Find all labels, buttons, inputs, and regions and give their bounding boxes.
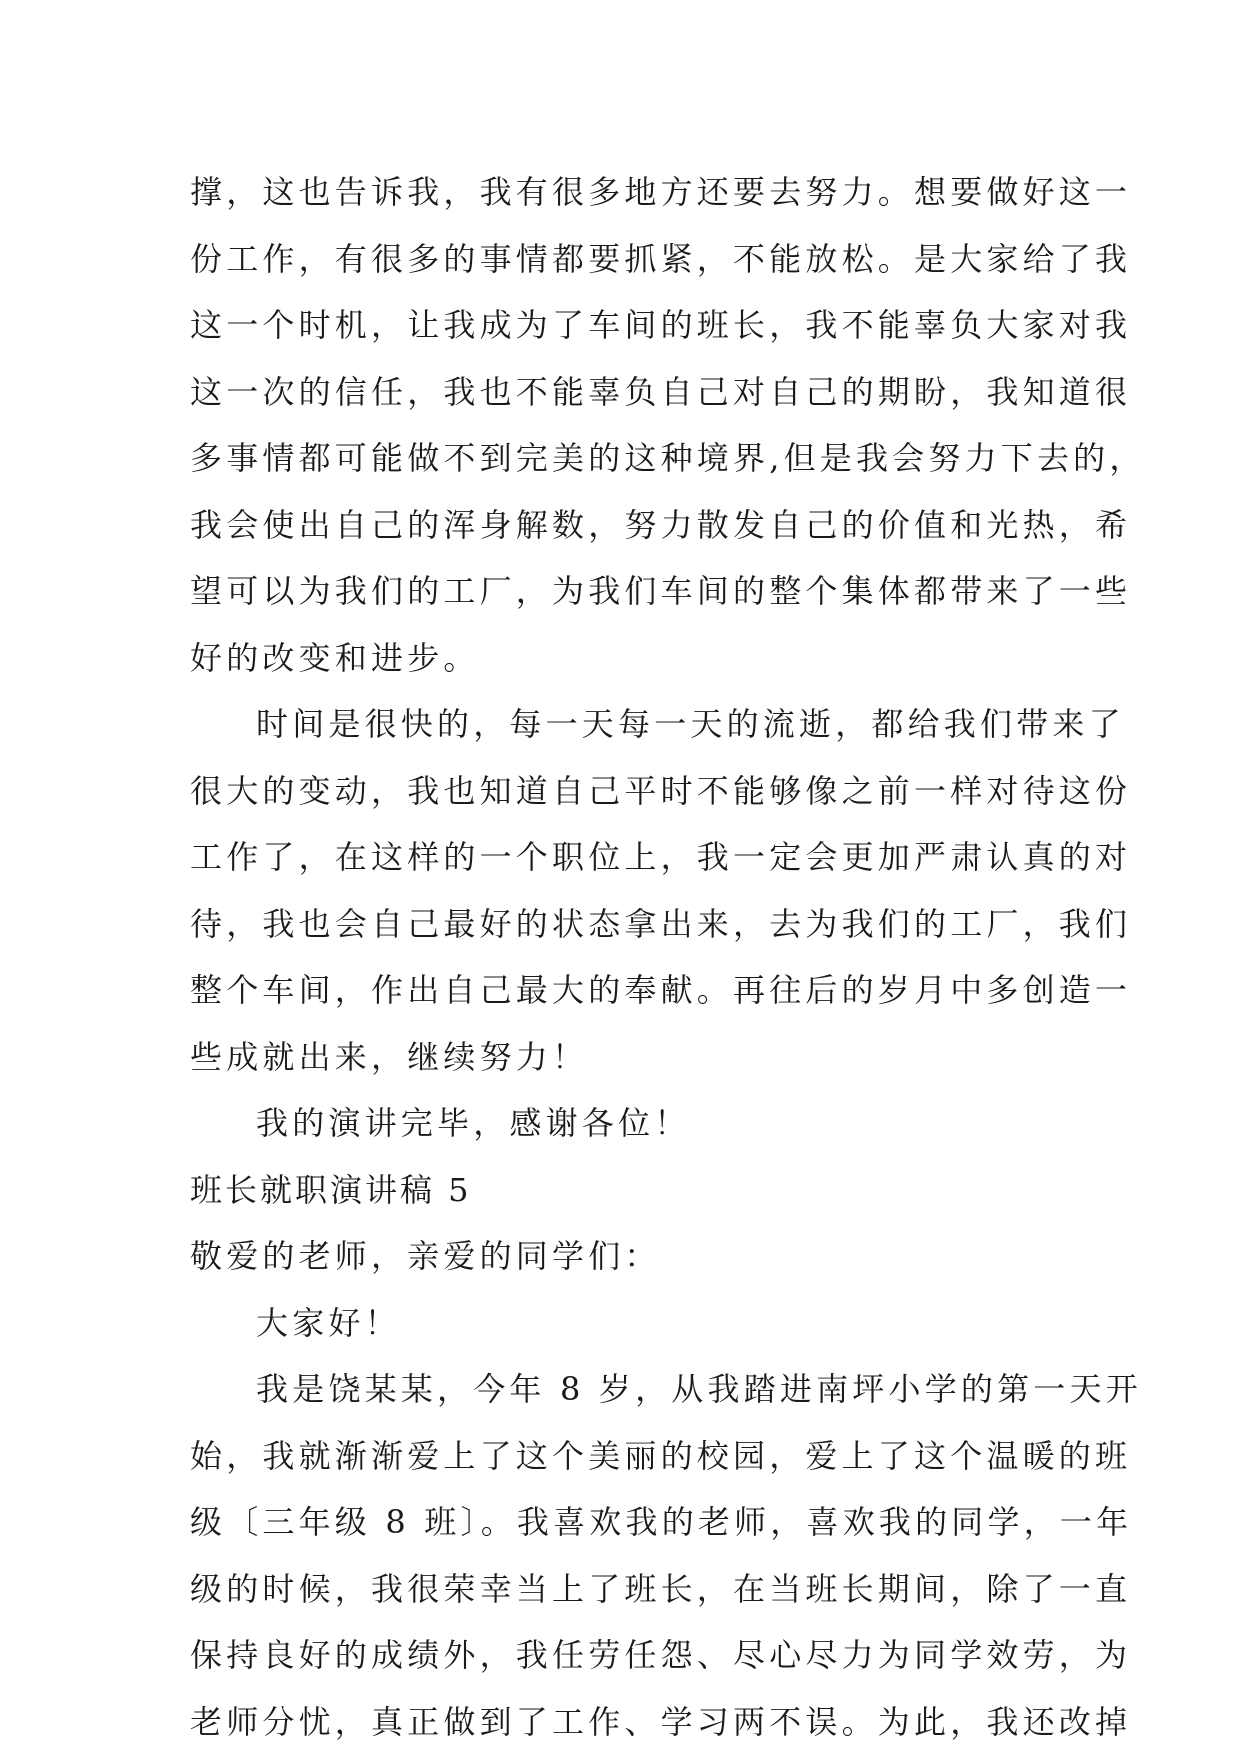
section-heading: 班长就职演讲稿 5: [190, 1157, 1058, 1224]
text-line: 始，我就渐渐爱上了这个美丽的校园，爱上了这个温暖的班: [190, 1423, 1058, 1490]
document-body: [190, 159, 1058, 1755]
text-line: 级的时候，我很荣幸当上了班长，在当班长期间，除了一直: [190, 1556, 1058, 1623]
text-line: 多事情都可能做不到完美的这种境界,但是我会努力下去的，: [190, 425, 1058, 492]
text-line: 级〔三年级 8 班〕。我喜欢我的老师，喜欢我的同学，一年: [190, 1489, 1058, 1556]
text-line: 整个车间，作出自己最大的奉献。再往后的岁月中多创造一: [190, 957, 1058, 1024]
paragraph-start-line: 我是饶某某，今年 8 岁，从我踏进南坪小学的第一天开: [190, 1356, 1058, 1423]
text-line: 工作了，在这样的一个职位上，我一定会更加严肃认真的对: [190, 824, 1058, 891]
greeting-line: 大家好！: [190, 1290, 1058, 1357]
text-line: 份工作，有很多的事情都要抓紧，不能放松。是大家给了我: [190, 226, 1058, 293]
text-line: 些成就出来，继续努力！: [190, 1024, 1058, 1091]
text-line: 撑，这也告诉我，我有很多地方还要去努力。想要做好这一: [190, 159, 1058, 226]
salutation-line: 敬爱的老师，亲爱的同学们：: [190, 1223, 1058, 1290]
text-line: 这一次的信任，我也不能辜负自己对自己的期盼，我知道很: [190, 359, 1058, 426]
text-line: 很大的变动，我也知道自己平时不能够像之前一样对待这份: [190, 758, 1058, 825]
text-line: 好的改变和进步。: [190, 625, 1058, 692]
text-line: 待，我也会自己最好的状态拿出来，去为我们的工厂，我们: [190, 891, 1058, 958]
text-line: 老师分忧，真正做到了工作、学习两不误。为此，我还改掉: [190, 1689, 1058, 1755]
text-line: 保持良好的成绩外，我任劳任怨、尽心尽力为同学效劳，为: [190, 1622, 1058, 1689]
paragraph-start-line: 时间是很快的，每一天每一天的流逝，都给我们带来了: [190, 691, 1058, 758]
text-line: 望可以为我们的工厂，为我们车间的整个集体都带来了一些: [190, 558, 1058, 625]
closing-line: 我的演讲完毕，感谢各位！: [190, 1090, 1058, 1157]
text-line: 这一个时机，让我成为了车间的班长，我不能辜负大家对我: [190, 292, 1058, 359]
text-line: 我会使出自己的浑身解数，努力散发自己的价值和光热，希: [190, 492, 1058, 559]
